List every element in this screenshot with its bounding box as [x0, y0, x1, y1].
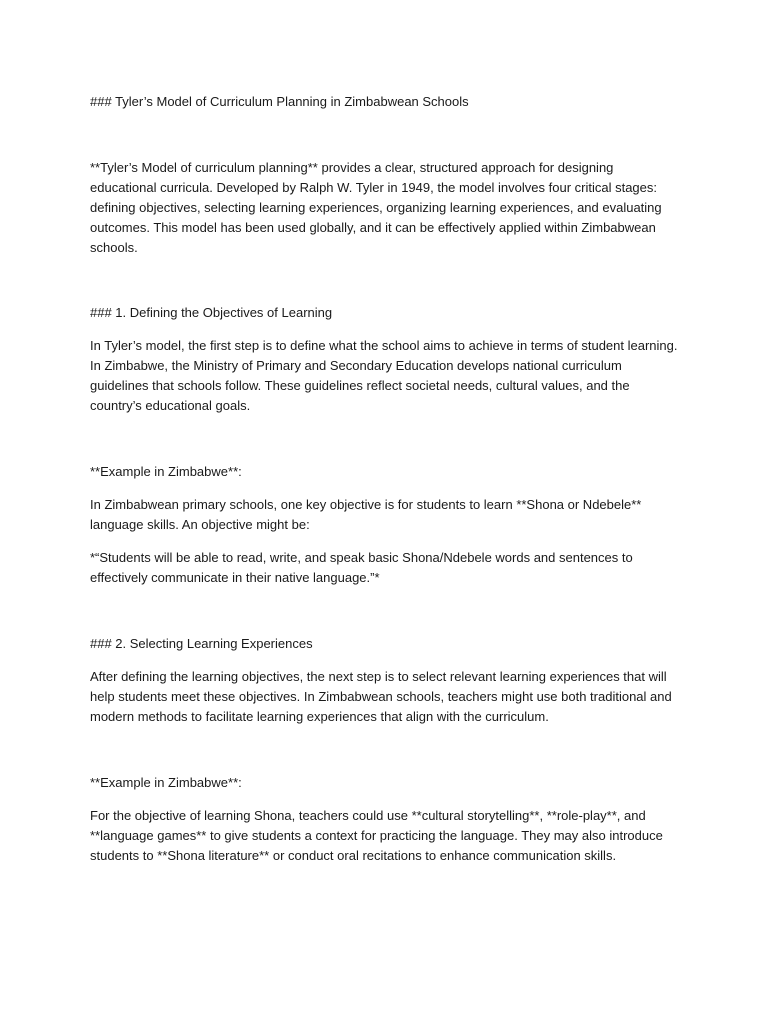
section2-heading: ### 2. Selecting Learning Experiences — [90, 636, 313, 651]
section1-example-body: In Zimbabwean primary schools, one key objective is for students to learn **Shona or Ndebele** language skills. An objective might be: — [90, 497, 642, 532]
document-title: ### Tyler’s Model of Curriculum Planning in Zimbabwean Schools — [90, 94, 469, 109]
intro-paragraph: **Tyler’s Model of curriculum planning** provides a clear, structured approach for designing educational curricula. Developed by Ralph W. Tyler in 1949, the model involves four critical stages: defining objectives, selecting learning experiences, organizing learning experiences, and evaluating outcomes. This model has been used globally, and it can be effectively applied within Zimbabwean schools. — [90, 160, 662, 255]
section1-heading: ### 1. Defining the Objectives of Learning — [90, 305, 333, 320]
section1-example-label: **Example in Zimbabwe**: — [90, 464, 242, 479]
section2-example-label: **Example in Zimbabwe**: — [90, 775, 242, 790]
section2-example-body: For the objective of learning Shona, teachers could use **cultural storytelling**, **role-play**, and **language games** to give students a context for practicing the language. They may also introduce students to **Shona literature** or conduct oral recitations to enhance communication skills. — [90, 808, 663, 863]
section1-body: In Tyler’s model, the first step is to define what the school aims to achieve in terms of student learning. In Zimbabwe, the Ministry of Primary and Secondary Education develops national curriculum guidelines that schools follow. These guidelines reflect societal needs, cultural values, and the country’s educational goals. — [90, 338, 678, 413]
section1-example-quote: *“Students will be able to read, write, and speak basic Shona/Ndebele words and sentences to effectively communicate in their native language.”* — [90, 550, 633, 585]
section2-body: After defining the learning objectives, the next step is to select relevant learning experiences that will help students meet these objectives. In Zimbabwean schools, teachers might use both traditional and modern methods to facilitate learning experiences that align with the curriculum. — [90, 669, 672, 724]
